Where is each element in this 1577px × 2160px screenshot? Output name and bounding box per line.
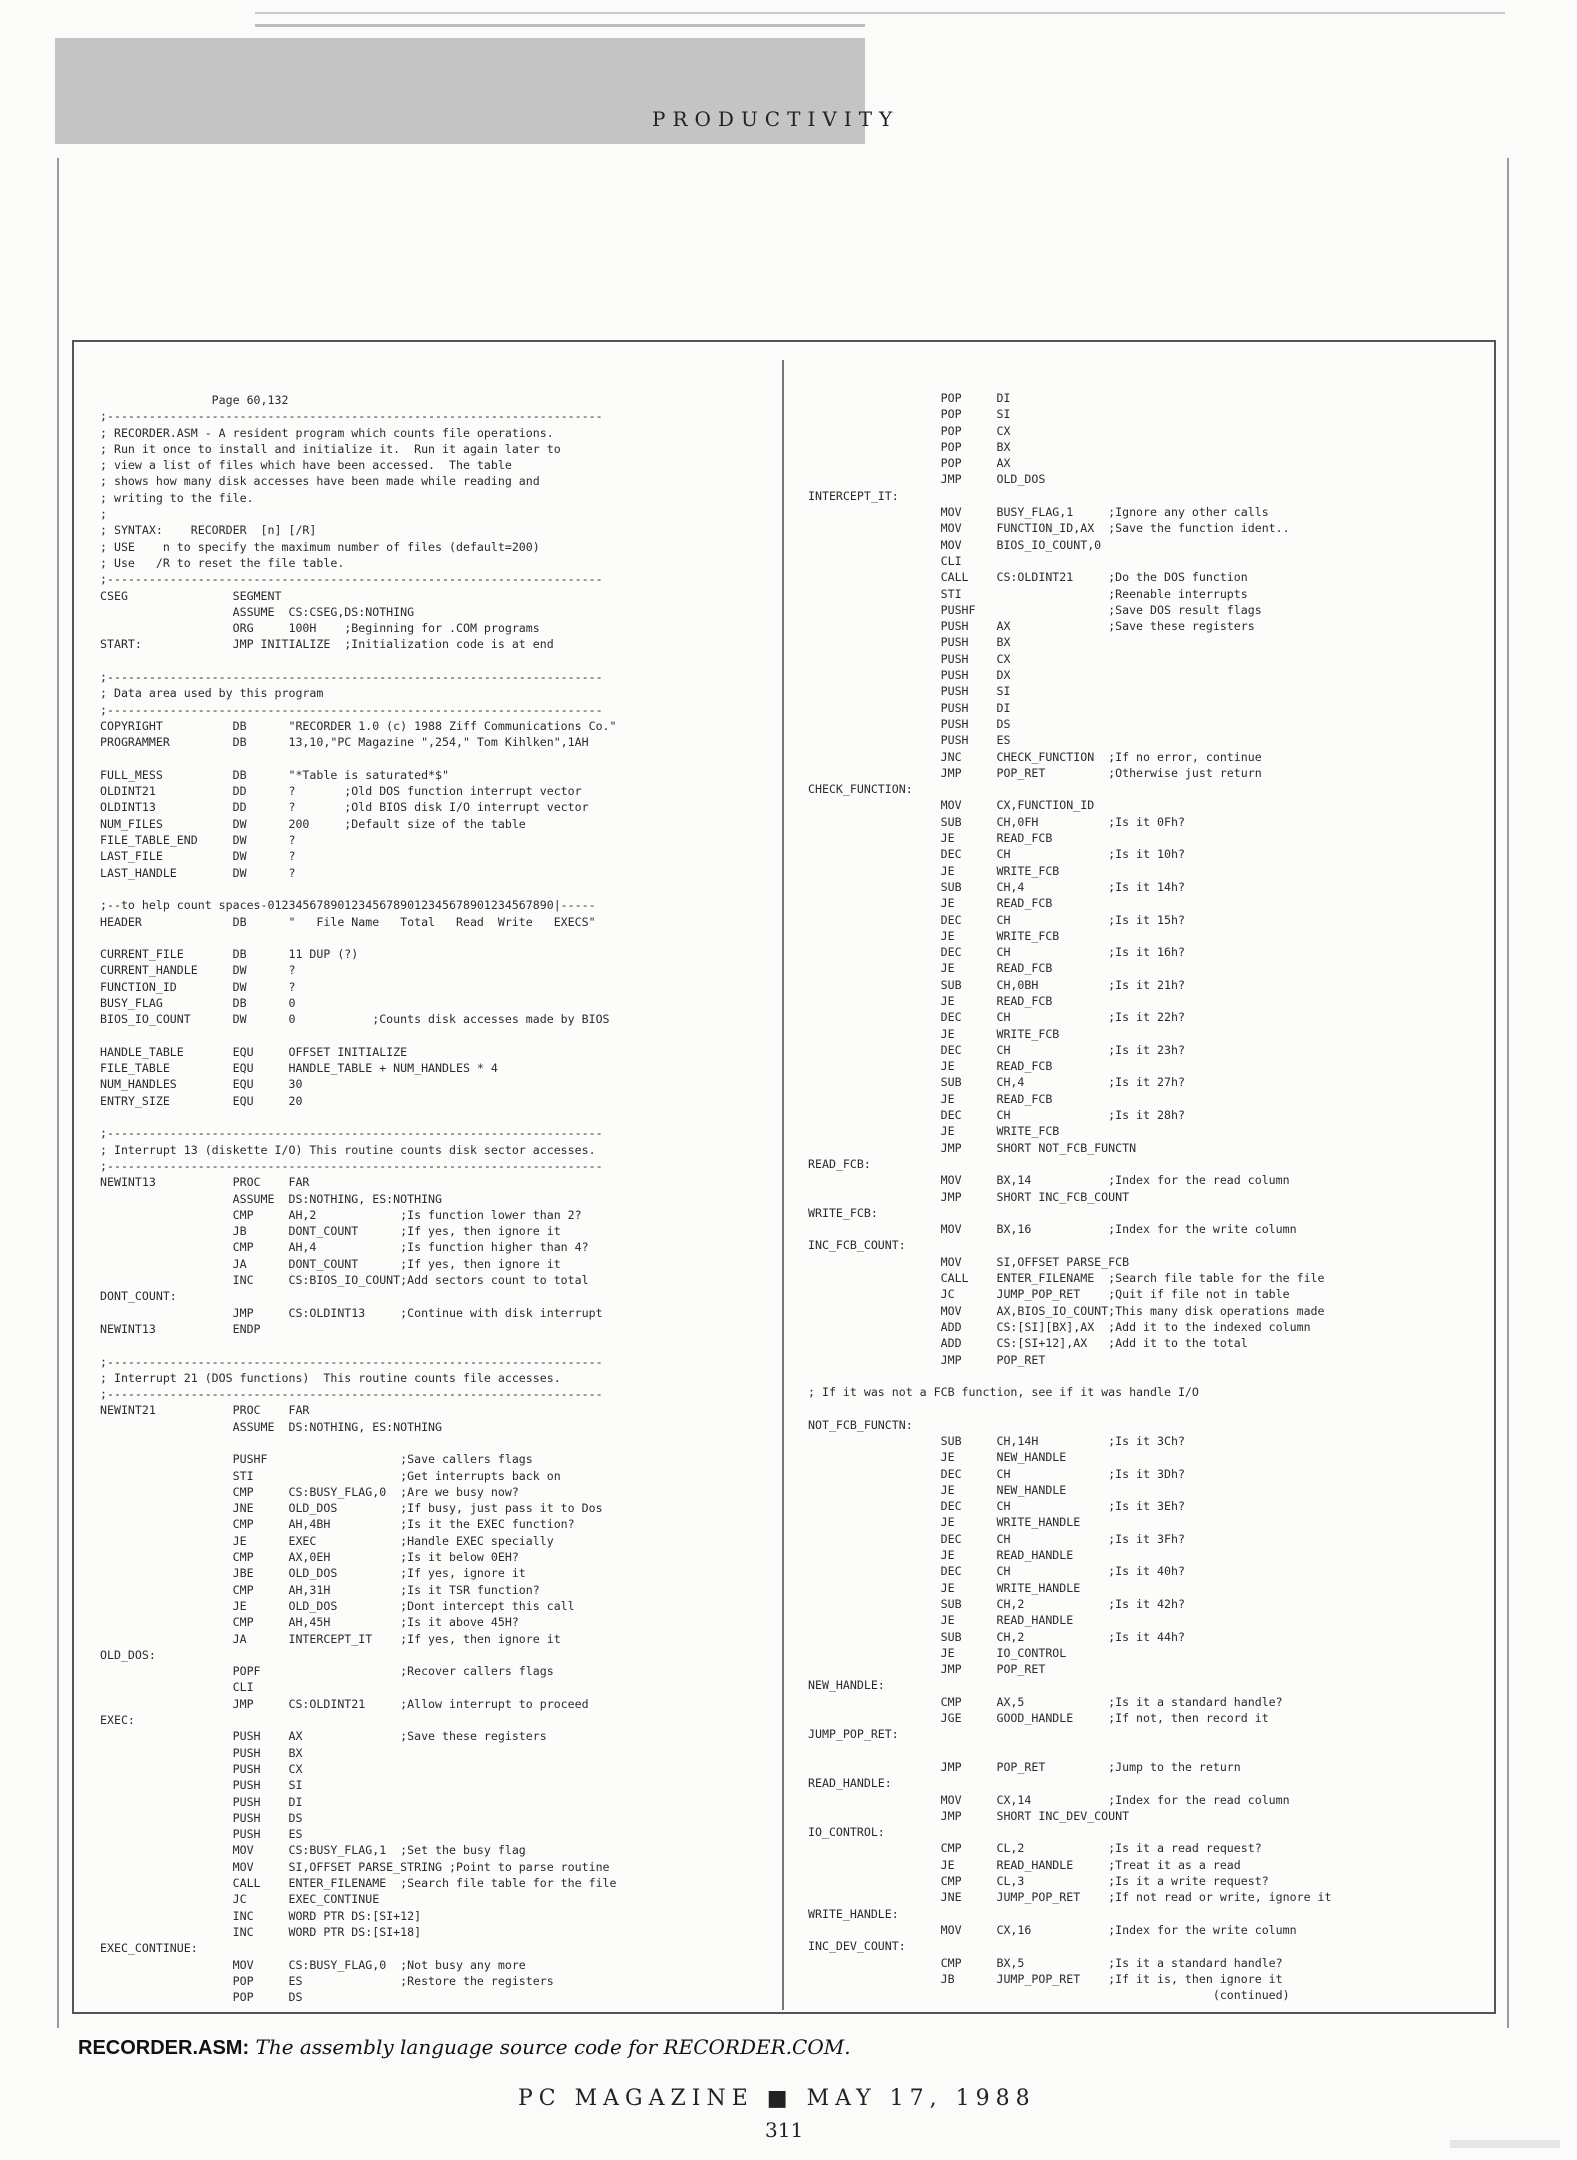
code-line: SUB CH,2 ;Is it 44h? [808,1629,1185,1644]
code-line: JMP POP_RET ;Jump to the return [808,1759,1241,1774]
code-line: JBE OLD_DOS ;If yes, ignore it [100,1566,526,1581]
code-line [100,930,617,946]
code-line: JNE JUMP_POP_RET ;If not read or write, ignore it [808,1890,1332,1905]
code-line: CMP AH,4 ;Is function higher than 4? [100,1240,589,1255]
code-line: OLD_DOS: [100,1647,156,1662]
code-line: JGE GOOD_HANDLE ;If not, then record it [808,1711,1269,1726]
code-line: JE EXEC ;Handle EXEC specially [100,1533,554,1548]
code-line: READ_HANDLE: [808,1776,892,1791]
code-line [100,1435,617,1451]
code-line: INC CS:BIOS_IO_COUNT;Add sectors count to total [100,1273,589,1288]
code-line: JE WRITE_HANDLE [808,1580,1081,1595]
code-line: START: JMP INITIALIZE ;Initialization code is at end [100,637,554,652]
code-line: JC EXEC_CONTINUE [100,1892,380,1907]
code-line: CMP AH,2 ;Is function lower than 2? [100,1207,582,1222]
code-line [808,1400,1332,1416]
code-line: INC WORD PTR DS:[SI+12] [100,1908,422,1923]
code-line: ;----------------------------------------------------------------------- [100,1387,603,1402]
code-line: JMP POP_RET [808,1352,1046,1367]
code-line: NUM_FILES DW 200 ;Default size of the table [100,816,526,831]
code-line: JE WRITE_FCB [808,1026,1060,1041]
code-line: DEC CH ;Is it 15h? [808,912,1185,927]
code-line: CALL ENTER_FILENAME ;Search file table for the file [808,1271,1325,1286]
code-column-right [808,390,1332,2003]
code-line: PUSH AX ;Save these registers [808,619,1255,634]
code-line: PUSH SI [808,684,1011,699]
code-line: JMP SHORT INC_FCB_COUNT [808,1189,1130,1204]
code-line: SUB CH,2 ;Is it 42h? [808,1596,1185,1611]
code-line: INC_DEV_COUNT: [808,1939,906,1954]
code-line: BIOS_IO_COUNT DW 0 ;Counts disk accesses made by BIOS [100,1012,610,1027]
code-line: COPYRIGHT DB "RECORDER 1.0 (c) 1988 Ziff Communications Co." [100,718,617,733]
code-line: PUSH SI [100,1778,303,1793]
code-line: CMP BX,5 ;Is it a standard handle? [808,1955,1283,1970]
code-line: PUSH DI [100,1794,303,1809]
code-line: JNE OLD_DOS ;If busy, just pass it to Dos [100,1501,603,1516]
code-line: PROGRAMMER DB 13,10,"PC Magazine ",254," Tom Kihlken",1AH [100,735,589,750]
code-line: Page 60,132 [100,393,289,407]
code-line: JUMP_POP_RET: [808,1727,899,1742]
code-line: MOV BUSY_FLAG,1 ;Ignore any other calls [808,505,1269,520]
code-line: DEC CH ;Is it 16h? [808,945,1185,960]
caption-name: RECORDER.ASM: [78,2037,250,2059]
code-line: PUSHF ;Save DOS result flags [808,602,1262,617]
code-line: PUSH ES [808,733,1011,748]
code-line: PUSH DS [808,716,1011,731]
figure-caption [78,2035,851,2060]
code-line: JMP POP_RET [808,1662,1046,1677]
code-line: MOV SI,OFFSET PARSE_STRING ;Point to parse routine [100,1859,610,1874]
code-line: JE READ_FCB [808,993,1053,1008]
code-line: JMP CS:OLDINT21 ;Allow interrupt to proceed [100,1696,589,1711]
code-line: PUSH CX [808,651,1011,666]
code-line: ASSUME CS:CSEG,DS:NOTHING [100,604,415,619]
code-line: PUSH DI [808,700,1011,715]
code-line: JE NEW_HANDLE [808,1450,1067,1465]
code-line: PUSH BX [808,635,1011,650]
code-line: ENTRY_SIZE EQU 20 [100,1093,303,1108]
code-line: ;--to help count spaces-01234567890123456789012345678901234567890|----- [100,898,596,913]
code-line: NOT_FCB_FUNCTN: [808,1417,913,1432]
code-line: CLI [100,1680,254,1695]
code-line: JE WRITE_FCB [808,928,1060,943]
code-line: CMP CL,3 ;Is it a write request? [808,1874,1269,1889]
code-line: INTERCEPT_IT: [808,488,899,503]
code-line: POP SI [808,407,1011,422]
code-line: MOV BIOS_IO_COUNT,0 [808,537,1102,552]
code-line: CLI [808,553,962,568]
code-line: FILE_TABLE_END DW ? [100,833,296,848]
code-line: JMP SHORT INC_DEV_COUNT [808,1808,1130,1823]
code-line: LAST_HANDLE DW ? [100,865,296,880]
code-line: MOV SI,OFFSET PARSE_FCB [808,1254,1130,1269]
top-rule-short [255,24,865,27]
code-line: CMP CL,2 ;Is it a read request? [808,1841,1262,1856]
section-label [652,107,899,131]
code-line: JC JUMP_POP_RET ;Quit if file not in table [808,1287,1290,1302]
code-line: ADD CS:[SI][BX],AX ;Add it to the indexed column [808,1319,1311,1334]
code-line: ;----------------------------------------------------------------------- [100,670,603,685]
code-line: POP AX [808,456,1011,471]
code-line: SUB CH,14H ;Is it 3Ch? [808,1434,1185,1448]
section-label-text: PRODUCTIVITY [652,107,900,131]
code-line: CMP AH,4BH ;Is it the EXEC function? [100,1517,575,1532]
code-line: JMP OLD_DOS [808,472,1046,487]
code-line: MOV CS:BUSY_FLAG,1 ;Set the busy flag [100,1843,526,1858]
code-line: POP ES ;Restore the registers [100,1973,554,1988]
code-line: DEC CH ;Is it 23h? [808,1042,1185,1057]
code-line: ADD CS:[SI+12],AX ;Add it to the total [808,1336,1248,1351]
code-line: MOV CX,FUNCTION_ID [808,798,1095,813]
code-line: ; writing to the file. [100,490,254,505]
code-line: JE READ_HANDLE ;Treat it as a read [808,1857,1241,1872]
code-line: CALL ENTER_FILENAME ;Search file table for the file [100,1876,617,1891]
code-line: PUSH CX [100,1761,303,1776]
code-line: JE WRITE_FCB [808,863,1060,878]
code-line: WRITE_HANDLE: [808,1906,899,1921]
code-line: IO_CONTROL: [808,1825,885,1840]
code-line: MOV AX,BIOS_IO_COUNT;This many disk operations made [808,1303,1325,1318]
code-line: ;----------------------------------------------------------------------- [100,702,603,717]
page-number: 311 [765,2118,804,2142]
code-line: LAST_FILE DW ? [100,849,296,864]
code-line: PUSH ES [100,1827,303,1842]
code-line: JB JUMP_POP_RET ;If it is, then ignore it [808,1971,1283,1986]
code-line: DEC CH ;Is it 22h? [808,1010,1185,1025]
code-line: ; Interrupt 21 (DOS functions) This routine counts file accesses. [100,1370,561,1385]
code-line: JMP SHORT NOT_FCB_FUNCTN [808,1140,1137,1155]
code-line: PUSH AX ;Save these registers [100,1729,547,1744]
code-line: DEC CH ;Is it 10h? [808,847,1185,862]
code-line: ; RECORDER.ASM - A resident program which counts file operations. [100,425,554,440]
code-line: NEWINT13 ENDP [100,1321,261,1336]
code-line: FULL_MESS DB "*Table is saturated*$" [100,767,450,782]
code-line: JE READ_FCB [808,1091,1053,1106]
code-line: PUSHF ;Save callers flags [100,1452,533,1467]
code-line: MOV CS:BUSY_FLAG,0 ;Not busy any more [100,1957,526,1972]
code-line: STI ;Get interrupts back on [100,1468,561,1483]
code-line: MOV BX,14 ;Index for the read column [808,1173,1290,1188]
code-line: ; Use /R to reset the file table. [100,555,345,570]
code-line: SUB CH,0BH ;Is it 21h? [808,977,1185,992]
code-line: CMP AH,31H ;Is it TSR function? [100,1582,540,1597]
code-line: ; SYNTAX: RECORDER [n] [/R] [100,523,317,538]
code-line: SUB CH,4 ;Is it 14h? [808,879,1185,894]
code-line: DEC CH ;Is it 3Dh? [808,1466,1185,1481]
code-line: PUSH BX [100,1745,303,1760]
code-line: ;----------------------------------------------------------------------- [100,572,603,587]
code-line: FILE_TABLE EQU HANDLE_TABLE + NUM_HANDLES * 4 [100,1061,498,1076]
code-line: MOV CX,14 ;Index for the read column [808,1792,1290,1807]
code-line: CMP AH,45H ;Is it above 45H? [100,1615,519,1630]
code-line: JE READ_HANDLE [808,1613,1074,1628]
code-line: ;----------------------------------------------------------------------- [100,1158,603,1173]
code-line: STI ;Reenable interrupts [808,586,1248,601]
code-line: JA DONT_COUNT ;If yes, then ignore it [100,1256,561,1271]
code-line: (continued) [808,1988,1290,2003]
code-line: JE OLD_DOS ;Dont intercept this call [100,1598,575,1613]
code-line [808,1368,1332,1384]
code-line: ASSUME DS:NOTHING, ES:NOTHING [100,1419,443,1434]
code-line: CURRENT_FILE DB 11 DUP (?) [100,947,359,962]
code-line: CMP AX,0EH ;Is it below 0EH? [100,1550,519,1565]
code-line: CMP CS:BUSY_FLAG,0 ;Are we busy now? [100,1484,519,1499]
code-line: CHECK_FUNCTION: [808,782,913,797]
code-line: INC WORD PTR DS:[SI+18] [100,1924,422,1939]
code-line: FUNCTION_ID DW ? [100,979,296,994]
code-line: SUB CH,4 ;Is it 27h? [808,1075,1185,1090]
code-line: NUM_HANDLES EQU 30 [100,1077,303,1092]
footer-magazine-line: PC MAGAZINE ■ MAY 17, 1988 [518,2086,1036,2111]
code-line: INC_FCB_COUNT: [808,1238,906,1253]
code-line: POP BX [808,439,1011,454]
code-line: POP DI [808,391,1011,405]
code-line: OLDINT21 DD ? ;Old DOS function interrupt vector [100,784,582,799]
scan-corner-mark [1450,2140,1560,2148]
code-line: SUB CH,0FH ;Is it 0Fh? [808,814,1185,829]
code-line: CSEG SEGMENT [100,588,282,603]
code-line: JE READ_HANDLE [808,1548,1074,1563]
code-line: MOV CX,16 ;Index for the write column [808,1922,1297,1937]
code-line [100,881,617,897]
code-line: JB DONT_COUNT ;If yes, then ignore it [100,1224,561,1239]
code-line [100,751,617,767]
code-line: CURRENT_HANDLE DW ? [100,963,296,978]
code-line: CALL CS:OLDINT21 ;Do the DOS function [808,570,1248,585]
code-line [100,653,617,669]
code-line: POPF ;Recover callers flags [100,1664,554,1679]
code-line: JNC CHECK_FUNCTION ;If no error, continue [808,749,1262,764]
code-line: ORG 100H ;Beginning for .COM programs [100,621,540,636]
code-line: ; [100,507,107,522]
code-line: POP CX [808,423,1011,438]
code-line: NEWINT13 PROC FAR [100,1175,310,1190]
code-line: JE READ_FCB [808,831,1053,846]
caption-text: The assembly language source code for RECORDER.COM. [249,2035,851,2059]
code-line: POP DS [100,1990,303,2005]
code-line: NEWINT21 PROC FAR [100,1403,310,1418]
column-divider [782,360,784,2010]
code-line: DONT_COUNT: [100,1289,177,1304]
code-line: ;----------------------------------------------------------------------- [100,1354,603,1369]
code-line: JE READ_FCB [808,1059,1053,1074]
code-line: HEADER DB " File Name Total Read Write EXECS" [100,914,596,929]
code-line [808,1743,1332,1759]
code-line: BUSY_FLAG DB 0 [100,995,296,1010]
code-line: ; Data area used by this program [100,686,324,701]
code-line [100,1028,617,1044]
code-line: PUSH DS [100,1810,303,1825]
code-line: JE NEW_HANDLE [808,1482,1067,1497]
code-line: JE READ_FCB [808,896,1053,911]
code-line: JMP CS:OLDINT13 ;Continue with disk interrupt [100,1305,603,1320]
code-line: JA INTERCEPT_IT ;If yes, then ignore it [100,1631,561,1646]
top-rule [255,12,1505,14]
code-line: EXEC_CONTINUE: [100,1941,198,1956]
code-line: ; If it was not a FCB function, see if it was handle I/O [808,1385,1199,1400]
code-line: ; USE n to specify the maximum number of files (default=200) [100,539,540,554]
code-line: ;----------------------------------------------------------------------- [100,1126,603,1141]
code-line: MOV FUNCTION_ID,AX ;Save the function ident.. [808,521,1290,536]
code-column-left [100,392,617,2005]
code-line: JE READ_FCB [808,961,1053,976]
code-line: JE WRITE_HANDLE [808,1515,1081,1530]
code-line [100,1337,617,1353]
code-line: JMP POP_RET ;Otherwise just return [808,765,1262,780]
code-line: ASSUME DS:NOTHING, ES:NOTHING [100,1191,443,1206]
code-line: ; view a list of files which have been accessed. The table [100,458,512,473]
code-line: JE IO_CONTROL [808,1645,1067,1660]
code-line: DEC CH ;Is it 28h? [808,1108,1185,1123]
code-line: ; shows how many disk accesses have been made while reading and [100,474,540,489]
code-line: READ_FCB: [808,1156,871,1171]
code-line: MOV BX,16 ;Index for the write column [808,1222,1297,1237]
code-line: HANDLE_TABLE EQU OFFSET INITIALIZE [100,1044,408,1059]
code-line: EXEC: [100,1713,135,1728]
code-line: DEC CH ;Is it 40h? [808,1564,1185,1579]
code-line: ; Interrupt 13 (diskette I/O) This routine counts disk sector accesses. [100,1142,596,1157]
code-line: OLDINT13 DD ? ;Old BIOS disk I/O interrupt vector [100,800,589,815]
code-line: PUSH DX [808,668,1011,683]
code-line: ;----------------------------------------------------------------------- [100,409,603,424]
code-line [100,1109,617,1125]
code-line: DEC CH ;Is it 3Eh? [808,1499,1185,1514]
code-line: WRITE_FCB: [808,1205,878,1220]
code-line: DEC CH ;Is it 3Fh? [808,1531,1185,1546]
code-line: NEW_HANDLE: [808,1678,885,1693]
code-line: JE WRITE_FCB [808,1124,1060,1139]
code-line: CMP AX,5 ;Is it a standard handle? [808,1694,1283,1709]
code-line: ; Run it once to install and initialize it. Run it again later to [100,441,561,456]
